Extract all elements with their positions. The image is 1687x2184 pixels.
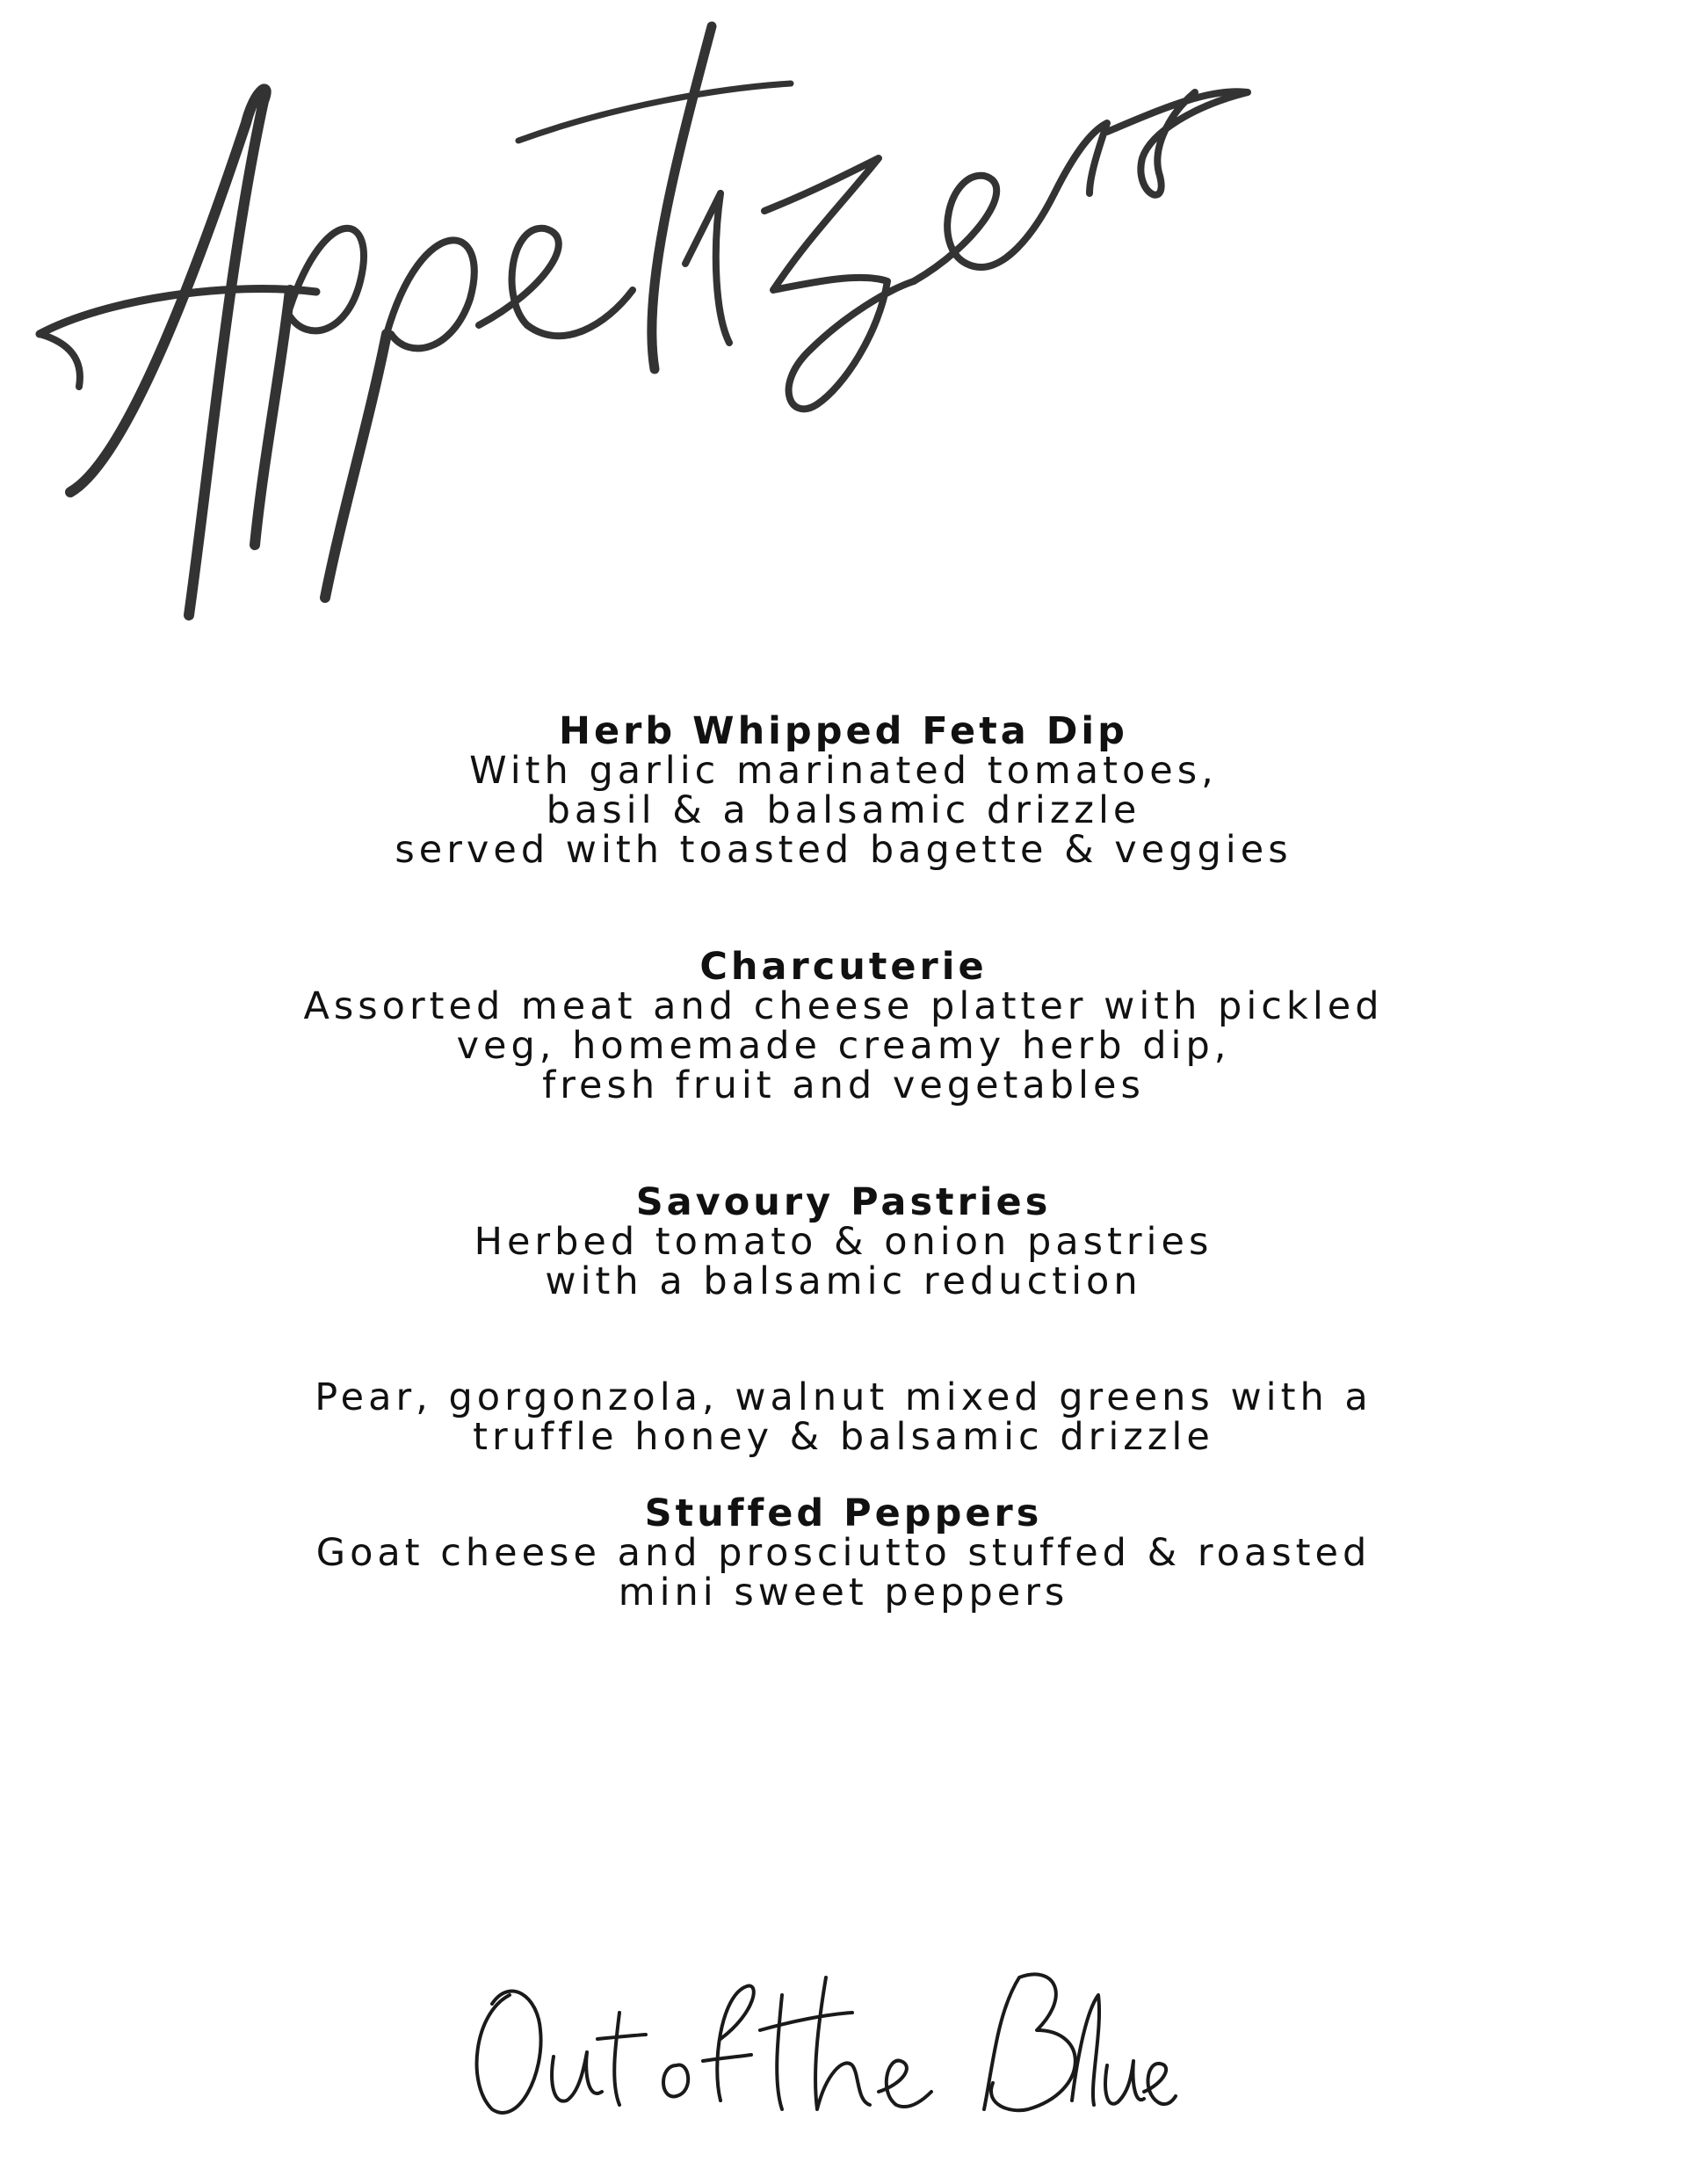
menu-item-description-line: with a balsamic reduction	[545, 1259, 1142, 1303]
menu-item	[0, 1491, 1687, 1614]
menu-item-name: Charcuterie	[699, 945, 988, 989]
menu-item-description-line: With garlic marinated tomatoes,	[469, 749, 1218, 793]
menu-item-description-line: basil & a balsamic drizzle	[546, 788, 1141, 832]
menu-item-description-line: veg, homemade creamy herb dip,	[456, 1024, 1231, 1068]
menu-item	[0, 709, 1687, 872]
menu-item	[0, 1375, 1687, 1459]
menu-item-name: Stuffed Peppers	[644, 1491, 1043, 1535]
menu-item-description-line: fresh fruit and vegetables	[542, 1063, 1145, 1107]
menu-item-name: Herb Whipped Feta Dip	[559, 709, 1128, 753]
menu-item-description-line: mini sweet peppers	[618, 1571, 1069, 1614]
menu-item	[0, 1180, 1687, 1303]
menu-item-name: Savoury Pastries	[635, 1180, 1052, 1224]
brand-signature-logo	[457, 1960, 1177, 2136]
menu-item-description-line: truffle honey & balsamic drizzle	[473, 1415, 1214, 1459]
menu-item-description-line: served with toasted bagette & veggies	[395, 828, 1292, 872]
menu-item	[0, 947, 1687, 1106]
menu-item-description-line: Goat cheese and prosciutto stuffed & roasted	[315, 1531, 1372, 1575]
menu-title-script	[0, 0, 1318, 668]
menu-item-description-line: Assorted meat and cheese platter with pickled	[303, 984, 1384, 1028]
menu-item-description-line: Herbed tomato & onion pastries	[474, 1220, 1213, 1264]
menu-item-description-line: Pear, gorgonzola, walnut mixed greens with a	[315, 1375, 1372, 1419]
